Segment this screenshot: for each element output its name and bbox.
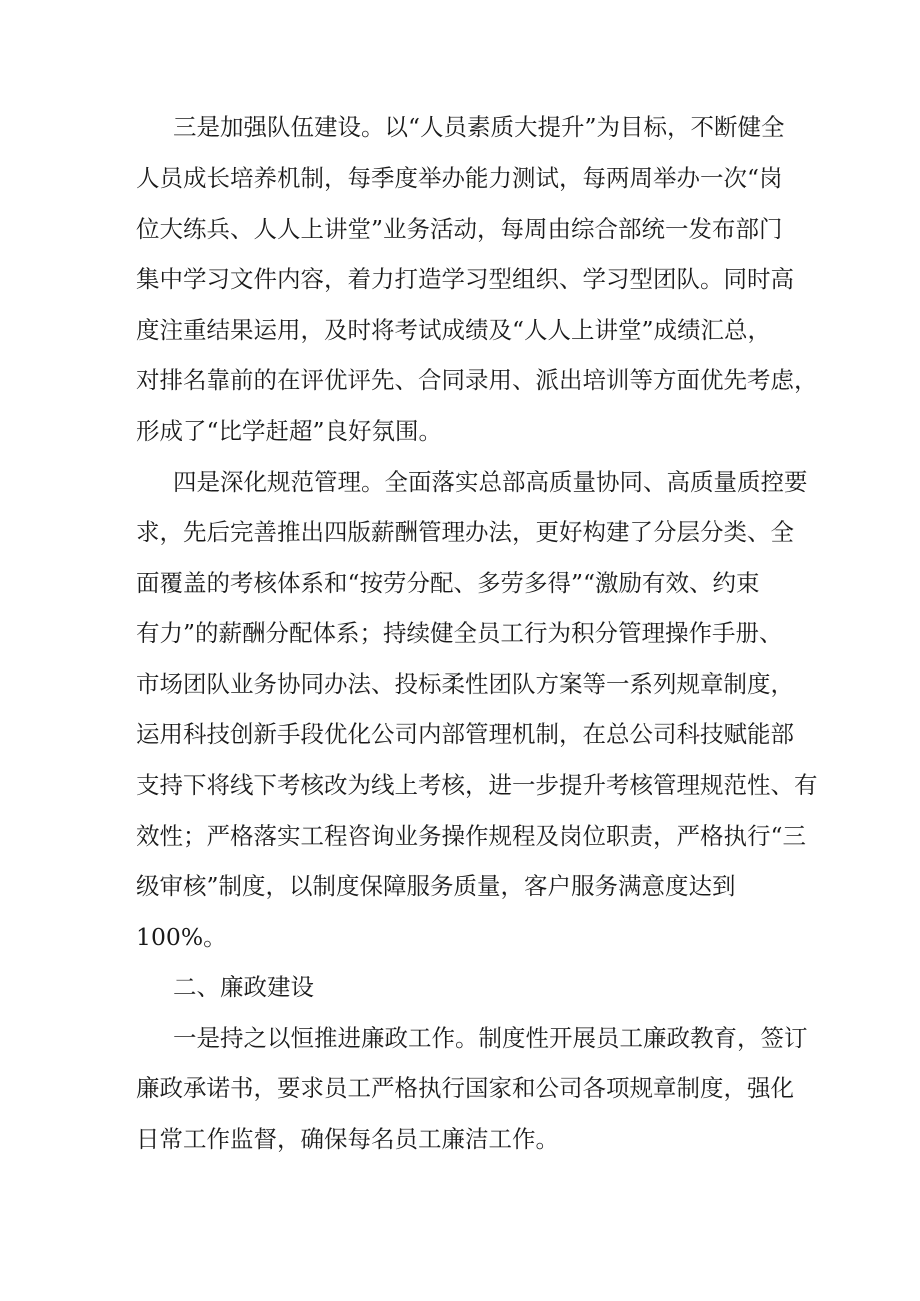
text-line: 一是持之以恒推进廉政工作。制度性开展员工廉政教育，签订 [173,1024,808,1052]
text-line: 日常工作监督，确保每名员工廉洁工作。 [136,1125,559,1153]
text-line: 100%。 [136,923,227,951]
text-line: 求，先后完善推出四版薪酬管理办法，更好构建了分层分类、全 [136,518,794,546]
text-line: 形成了“比学赶超”良好氛围。 [136,417,443,445]
text-line: 市场团队业务协同办法、投标柔性团队方案等一系列规章制度， [136,670,794,698]
text-line: 度注重结果运用，及时将考试成绩及“人人上讲堂”成绩汇总， [136,316,772,344]
text-line: 效性；严格落实工程咨询业务操作规程及岗位职责，严格执行“三 [136,822,807,850]
text-line: 廉政承诺书，要求员工严格执行国家和公司各项规章制度，强化 [136,1074,794,1102]
text-line: 对排名靠前的在评优评先、合同录用、派出培训等方面优先考虑， [136,366,818,394]
text-line: 四是深化规范管理。全面落实总部高质量协同、高质量质控要 [173,468,808,496]
text-line: 三是加强队伍建设。以“人员素质大提升”为目标，不断健全 [173,113,785,141]
text-line: 面覆盖的考核体系和“按劳分配、多劳多得”“激励有效、约束 [136,569,760,597]
text-line: 集中学习文件内容，着力打造学习型组织、学习型团队。同时高 [136,265,794,293]
text-line: 有力”的薪酬分配体系；持续健全员工行为积分管理操作手册、 [136,619,783,647]
text-line: 支持下将线下考核改为线上考核，进一步提升考核管理规范性、有 [136,771,818,799]
text-line: 运用科技创新手段优化公司内部管理机制，在总公司科技赋能部 [136,720,794,748]
text-line: 位大练兵、人人上讲堂”业务活动，每周由综合部统一发布部门 [136,215,783,243]
text-line: 级审核”制度，以制度保障服务质量，客户服务满意度达到 [136,872,736,900]
text-line: 人员成长培养机制，每季度举办能力测试，每两周举办一次“岗 [136,164,783,192]
heading-text: 二、廉政建设 [173,973,314,1001]
